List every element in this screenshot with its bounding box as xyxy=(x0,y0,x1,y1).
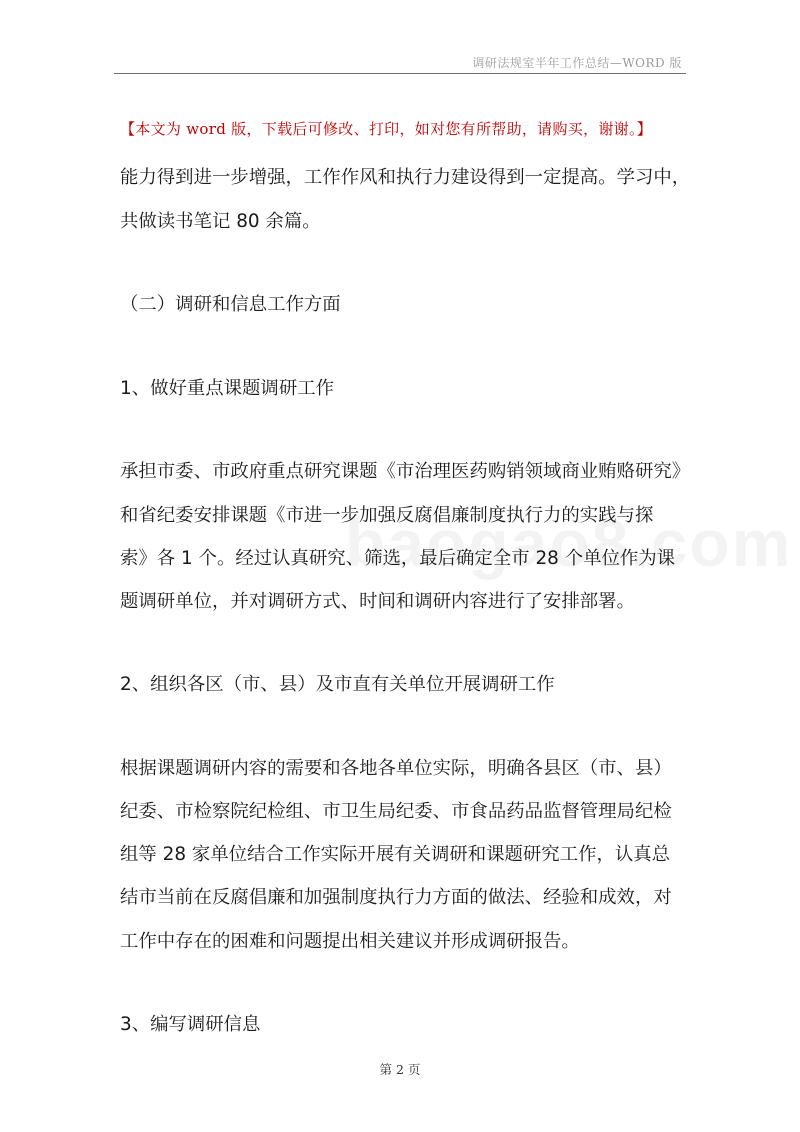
paragraph-line: 根据课题调研内容的需要和各地各单位实际，明确各县区（市、县） xyxy=(120,758,672,779)
subsection-heading: 1、做好重点课题调研工作 xyxy=(120,378,334,399)
paragraph-line: 组等 28 家单位结合工作实际开展有关调研和课题研究工作，认真总 xyxy=(120,844,671,865)
subsection-heading: 2、组织各区（市、县）及市直有关单位开展调研工作 xyxy=(120,674,555,695)
paragraph-line: 工作中存在的困难和问题提出相关建议并形成调研报告。 xyxy=(120,931,580,952)
paragraph-line: 共做读书笔记 80 余篇。 xyxy=(120,211,321,232)
paragraph-line: 题调研单位，并对调研方式、时间和调研内容进行了安排部署。 xyxy=(120,591,635,612)
paragraph-line: 结市当前在反腐倡廉和加强制度执行力方面的做法、经验和成效，对 xyxy=(120,887,672,908)
header-divider xyxy=(114,73,686,74)
paragraph-line: 承担市委、市政府重点研究课题《市治理医药购销领域商业贿赂研究》 xyxy=(120,461,691,482)
section-heading: （二）调研和信息工作方面 xyxy=(120,294,341,315)
running-header: 调研法规室半年工作总结—WORD 版 xyxy=(472,56,682,70)
paragraph-line: 能力得到进一步增强，工作作风和执行力建设得到一定提高。学习中， xyxy=(120,167,691,188)
paragraph-line: 纪委、市检察院纪检组、市卫生局纪委、市食品药品监督管理局纪检 xyxy=(120,801,672,822)
page-number: 第 2 页 xyxy=(379,1062,421,1077)
purchase-notice: 【本文为 word 版，下载后可修改、打印，如对您有所帮助，请购买，谢谢。】 xyxy=(120,120,653,138)
subsection-heading: 3、编写调研信息 xyxy=(120,1014,261,1035)
paragraph-line: 和省纪委安排课题《市进一步加强反腐倡廉制度执行力的实践与探 xyxy=(120,505,654,526)
paragraph-line: 索》各 1 个。经过认真研究、筛选，最后确定全市 28 个单位作为课 xyxy=(120,548,676,569)
